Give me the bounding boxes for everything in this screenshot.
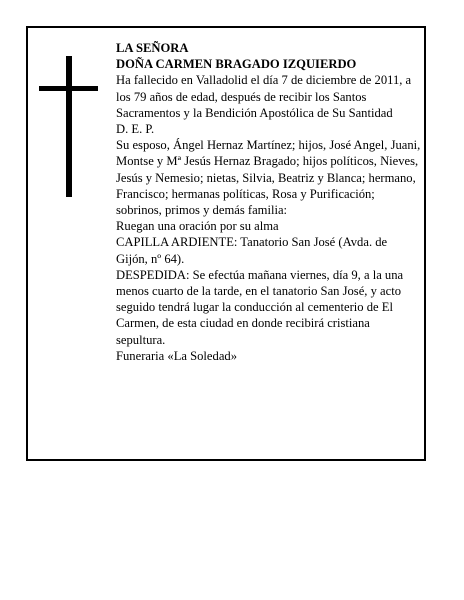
prayer-request: Ruegan una oración por su alma [116, 219, 279, 234]
chapel-info: CAPILLA ARDIENTE: Tanatorio San José (Avda. de Gijón, nº 64). [116, 235, 388, 266]
deceased-name: DOÑA CARMEN BRAGADO IZQUIERDO [116, 57, 357, 72]
cross-icon [66, 56, 72, 197]
funeral-home: Funeraria «La Soledad» [116, 348, 237, 363]
heading-title: LA SEÑORA [116, 41, 189, 55]
obituary-text [116, 40, 422, 364]
obituary-notice [26, 26, 426, 461]
family-list: Su esposo, Ángel Hernaz Martínez; hijos, José Angel, Juani, Montse y Mª Jesús Hernaz Bragado; hijos políticos, Nieves, Jesús y Nemesio; nietas, Silvia, Beatriz y Blanca; hermano, Francisco; hermanas políticas, Rosa y Purificación; sobrinos, primos y demás familia: [116, 138, 421, 218]
cross-icon-bar [39, 86, 98, 91]
dep-line: D. E. P. [116, 122, 155, 137]
death-statement: Ha fallecido en Valladolid el día 7 de diciembre de 2011, a los 79 años de edad, después de recibir los Santos Sacramentos y la Bendición Apostólica de Su Santidad [116, 73, 412, 120]
farewell-info: DESPEDIDA: Se efectúa mañana viernes, día 9, a la una menos cuarto de la tarde, en el tanatorio San José, y acto seguido tendrá lugar la conducción al cementerio de El Carmen, de esta ciudad en donde recibirá cristiana sepultura. [116, 267, 404, 347]
